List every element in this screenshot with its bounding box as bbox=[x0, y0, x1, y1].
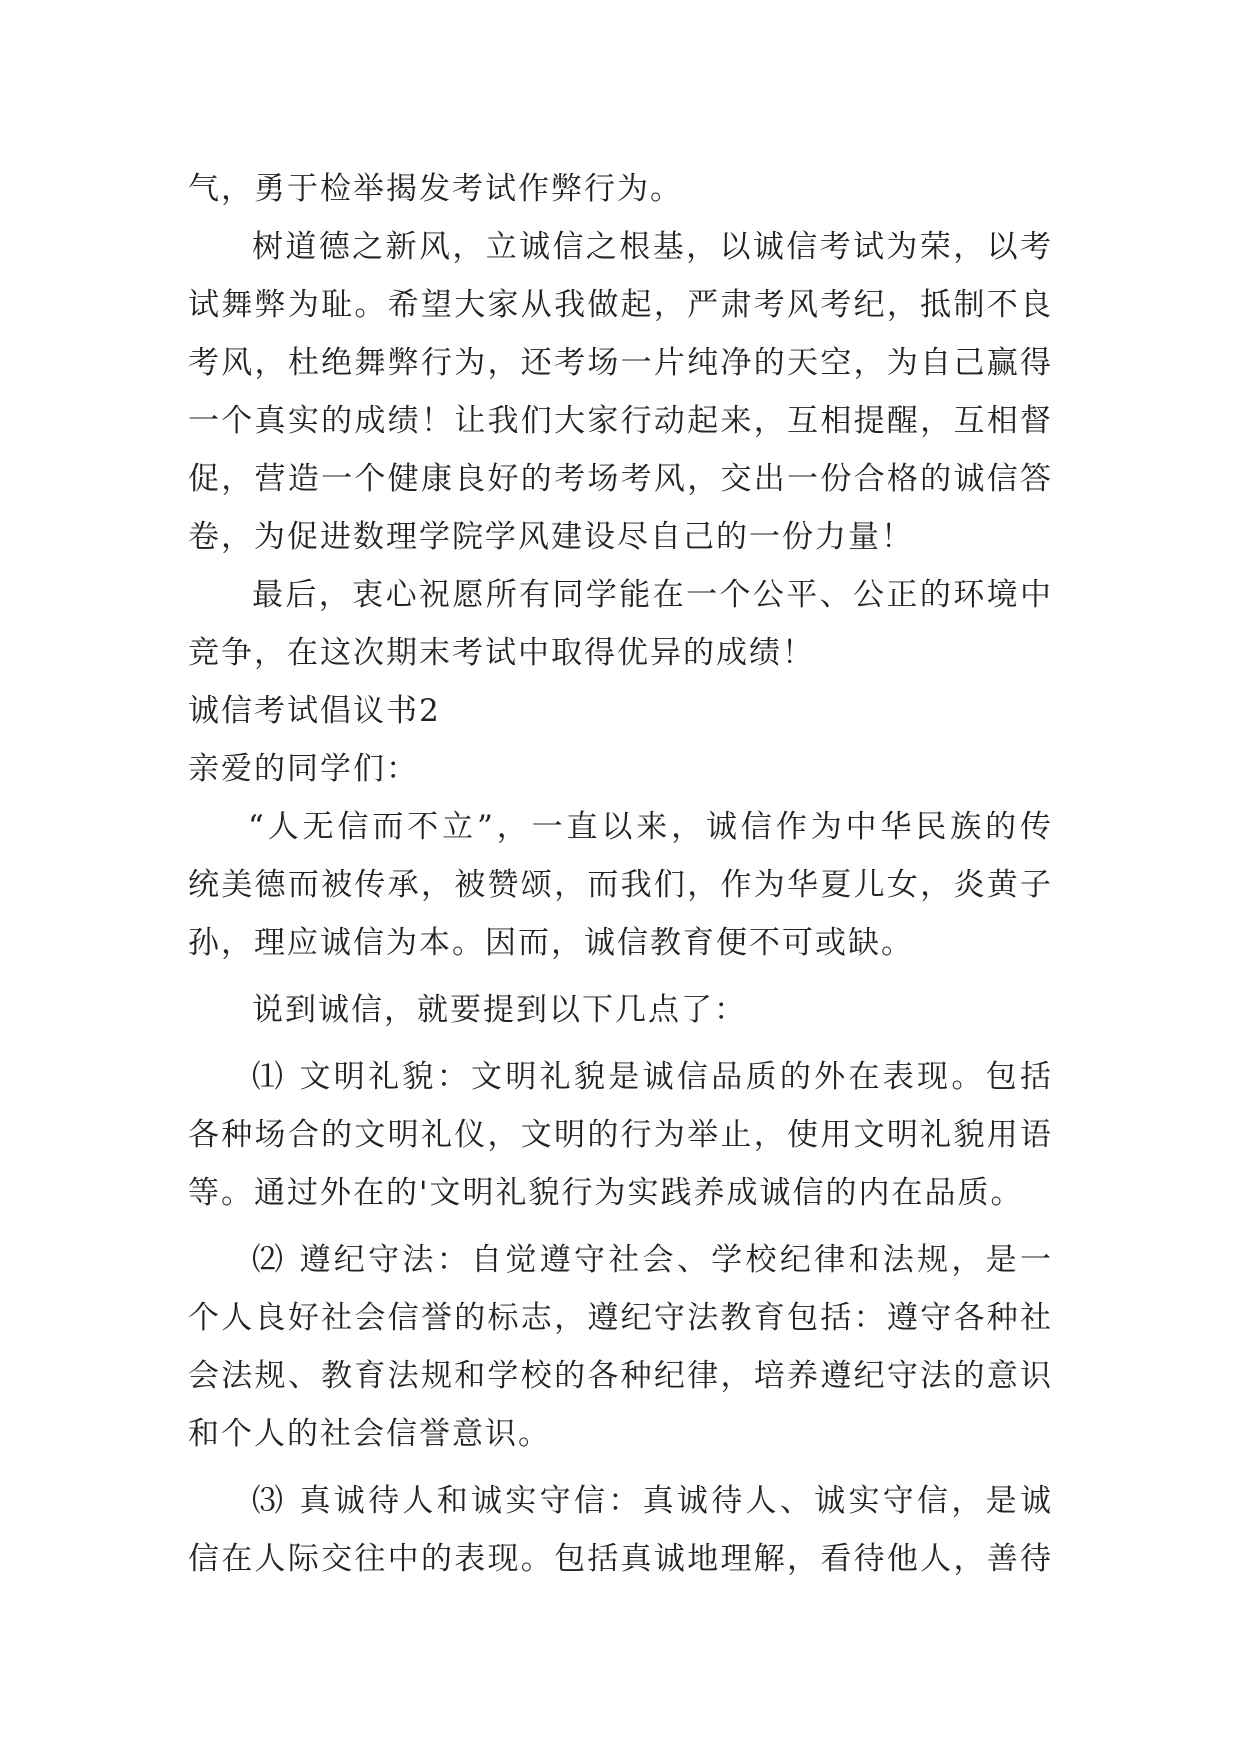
text-line: 竞争，在这次期末考试中取得优异的成绩！ bbox=[188, 635, 815, 671]
text-line: 个人良好社会信誉的标志，遵纪守法教育包括：遵守各种社 bbox=[188, 1300, 1053, 1336]
list-item-first-line: ⑶ 真诚待人和诚实守信：真诚待人、诚实守信，是诚 bbox=[252, 1483, 1053, 1519]
document-body bbox=[188, 160, 1053, 1588]
text-line: 会法规、教育法规和学校的各种纪律，培养遵纪守法的意识 bbox=[188, 1358, 1053, 1394]
list-item-first-line: ⑴ 文明礼貌：文明礼貌是诚信品质的外在表现。包括 bbox=[252, 1059, 1053, 1095]
list-item-first-line: ⑵ 遵纪守法：自觉遵守社会、学校纪律和法规，是一 bbox=[252, 1242, 1053, 1278]
salutation: 亲爱的同学们： bbox=[188, 751, 419, 787]
paragraph-first-line: 树道德之新风，立诚信之根基，以诚信考试为荣，以考 bbox=[252, 229, 1053, 265]
text-line: 一个真实的成绩！让我们大家行动起来，互相提醒，互相督 bbox=[188, 403, 1053, 439]
text-line: 考风，杜绝舞弊行为，还考场一片纯净的天空，为自己赢得 bbox=[188, 345, 1053, 381]
text-line: 促，营造一个健康良好的考场考风，交出一份合格的诚信答 bbox=[188, 461, 1053, 497]
text-line: 统美德而被传承，被赞颂，而我们，作为华夏儿女，炎黄子 bbox=[188, 867, 1053, 903]
paragraph-first-line: 最后，衷心祝愿所有同学能在一个公平、公正的环境中 bbox=[252, 577, 1053, 613]
text-line: 各种场合的文明礼仪，文明的行为举止，使用文明礼貌用语 bbox=[188, 1117, 1053, 1153]
text-line: 孙，理应诚信为本。因而，诚信教育便不可或缺。 bbox=[188, 925, 914, 961]
paragraph-first-line: 说到诚信，就要提到以下几点了： bbox=[252, 992, 747, 1028]
text-line: 等。通过外在的'文明礼貌行为实践养成诚信的内在品质。 bbox=[188, 1175, 1024, 1211]
text-line: 试舞弊为耻。希望大家从我做起，严肃考风考纪，抵制不良 bbox=[188, 287, 1053, 323]
text-line: 卷，为促进数理学院学风建设尽自己的一份力量！ bbox=[188, 519, 914, 555]
text-line: 信在人际交往中的表现。包括真诚地理解，看待他人，善待 bbox=[188, 1541, 1053, 1577]
section-title: 诚信考试倡议书2 bbox=[188, 693, 441, 729]
text-line: 气，勇于检举揭发考试作弊行为。 bbox=[188, 171, 683, 207]
text-line: 和个人的社会信誉意识。 bbox=[188, 1416, 551, 1452]
paragraph-first-line: “人无信而不立”，一直以来，诚信作为中华民族的传 bbox=[248, 809, 1053, 845]
